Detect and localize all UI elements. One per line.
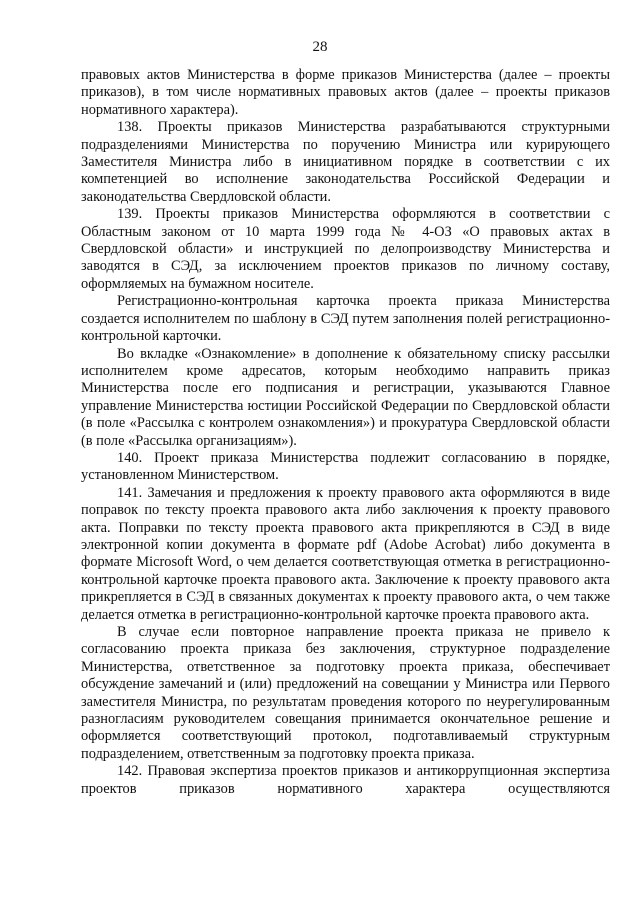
paragraph: В случае если повторное направление проекта приказа не привело к согласованию проекта приказа без заключения, структурное подразделение Министерства, ответственное за подготовку проекта приказа, обеспечивает обсуждение замечаний и (или) предложений на совещании у Министра или Первого заместителя Министра, по результатам проведения которого по неурегулированным разногласиям руководителем совещания принимается окончательное решение и оформляется соответствующий протокол, подготавливаемый структурным подразделением, ответственным за подготовку проекта приказа. [81,624,610,762]
paragraph: 141. Замечания и предложения к проекту правового акта оформляются в виде поправок по тексту проекта правового акта либо заключения к проекту правового акта. Поправки по тексту проекта правового акта прикрепляются в СЭД в виде электронной копии документа в формате pdf (Adobe Acrobat) либо документа в формате Microsoft Word, о чем делается соответствующая отметка в регистрационно-контрольной карточке проекта правового акта. Заключение к проекту правового акта прикрепляется в СЭД в связанных документах к проекту правового акта, о чем также делается отметка в регистрационно-контрольной карточке проекта правового акта. [81,484,610,623]
paragraph: правовых актов Министерства в форме приказов Министерства (далее – проекты приказов), в том числе нормативных правовых актов (далее – проекты приказов нормативного характера). [81,67,610,118]
paragraph: 139. Проекты приказов Министерства оформляются в соответствии с Областным законом от 10 марта 1999 года № 4-ОЗ «О правовых актах в Свердловской области» и инструкцией по делопроизводству Министерства и заводятся в СЭД, за исключением проектов приказов по личному составу, оформляемых на бумажном носителе. [81,206,610,292]
paragraph: 138. Проекты приказов Министерства разрабатываются структурными подразделениями Министерства по поручению Министра или курирующего Заместителя Министра либо в инициативном порядке в соответствии с их компетенцией во исполнение законодательства Российской Федерации и законодательства Свердловской области. [81,119,610,205]
paragraph: 142. Правовая экспертиза проектов приказов и антикоррупционная экспертиза проектов приказов нормативного характера осуществляются [81,763,610,797]
document-body [81,67,610,798]
page-number: 28 [312,39,328,55]
paragraph: Во вкладке «Ознакомление» в дополнение к обязательному списку рассылки исполнителем кроме адресатов, которым необходимо направить приказ Министерства после его подписания и регистрации, указываются Главное управление Министерства юстиции Российской Федерации по Свердловской области (в поле «Рассылка с контролем ознакомления») и прокуратура Свердловской области (в поле «Рассылка организациям»). [81,345,610,449]
paragraph: 140. Проект приказа Министерства подлежит согласованию в порядке, установленном Министерством. [81,449,610,484]
paragraph: Регистрационно-контрольная карточка проекта приказа Министерства создается исполнителем по шаблону в СЭД путем заполнения полей регистрационно-контрольной карточки. [81,293,610,345]
